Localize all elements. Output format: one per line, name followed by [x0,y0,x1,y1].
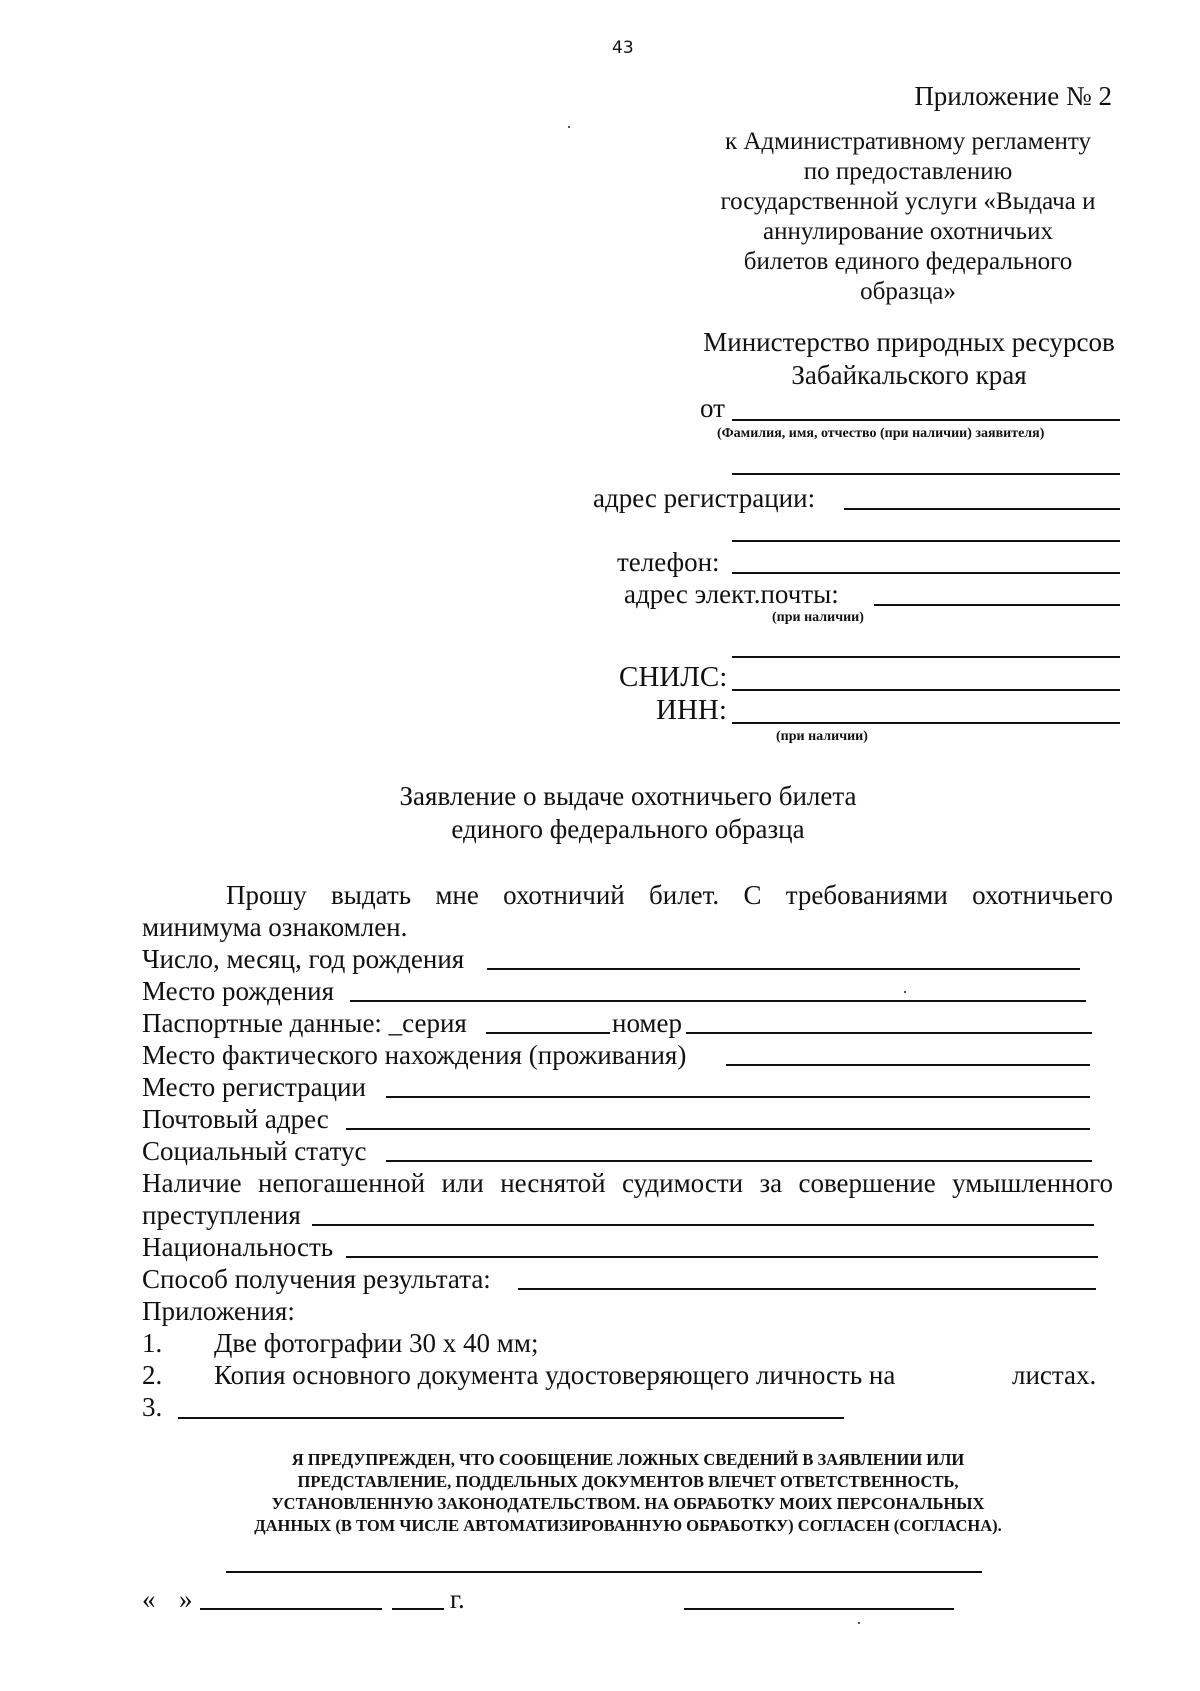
scan-speck [858,1622,860,1624]
attachment-3-field[interactable] [178,1417,844,1419]
signature-field[interactable] [684,1608,954,1610]
social-status-label: Социальный статус [142,1136,367,1166]
registration-address-field-extra[interactable] [732,540,1120,542]
criminal-record-field[interactable] [312,1224,1094,1226]
attachment-number: 2. [142,1360,163,1390]
signature-name-field[interactable] [226,1571,982,1573]
snils-label: СНИЛС: [619,661,728,693]
request-text-line-1: Прошу выдать мне охотничий билет. С требованиями охотничьего [226,880,1113,910]
inn-label: ИНН: [656,694,727,726]
appendix-title: Приложение № 2 [914,81,1112,111]
criminal-record-line-2: преступления [142,1200,301,1230]
nationality-field[interactable] [346,1256,1098,1258]
attachment-text: Копия основного документа удостоверяющего личность на [214,1360,896,1390]
regulation-reference [700,127,1116,307]
regulation-line: билетов единого федерального [743,248,1073,275]
result-method-label: Способ получения результата: [142,1264,491,1294]
attachment-number: 3. [142,1392,163,1422]
birth-place-label: Место рождения [142,976,335,1006]
warning-line-3: УСТАНОВЛЕННУЮ ЗАКОНОДАТЕЛЬСТВОМ. НА ОБРАБОТКУ МОИХ ПЕРСОНАЛЬНЫХ [271,1494,985,1513]
attachment-sheets-suffix: листах. [1012,1360,1097,1390]
nationality-label: Национальность [142,1232,334,1262]
regulation-line: аннулирование охотничьих [763,218,1053,245]
applicant-name-field-extra[interactable] [732,473,1120,475]
recipient-line-2: Забайкальского края [791,360,1027,390]
statement-title-line-1: Заявление о выдаче охотничьего билета [399,781,857,811]
registration-address-label: адрес регистрации: [593,483,816,513]
blank-line[interactable] [732,656,1120,658]
actual-place-label: Место фактического нахождения (проживания) [142,1040,687,1070]
applicant-name-hint: (Фамилия, имя, отчество (при наличии) заявителя) [717,426,1045,441]
scan-speck [904,991,906,993]
registration-address-field[interactable] [844,508,1120,510]
attachments-label: Приложения: [142,1296,295,1326]
social-status-field[interactable] [386,1160,1092,1162]
registration-place-label: Место регистрации [142,1072,366,1102]
regulation-line: по предоставлению [803,158,1013,185]
email-field[interactable] [874,604,1120,606]
date-close-quote: » [179,1584,193,1614]
date-open-quote: « [142,1584,156,1614]
postal-address-field[interactable] [346,1128,1090,1130]
page-number: 43 [612,38,634,58]
warning-line-1: Я ПРЕДУПРЕЖДЕН, ЧТО СООБЩЕНИЕ ЛОЖНЫХ СВЕДЕНИЙ В ЗАЯВЛЕНИИ ИЛИ [291,1450,965,1469]
recipient-line-1: Министерство природных ресурсов [703,327,1115,357]
applicant-name-field[interactable] [732,419,1120,421]
passport-series-field[interactable] [486,1032,610,1034]
from-label: от [700,393,725,423]
regulation-line: государственной услуги «Выдача и [720,188,1096,215]
phone-field[interactable] [732,572,1120,574]
result-method-field[interactable] [518,1288,1096,1290]
regulation-line: к Административному регламенту [724,128,1092,155]
regulation-line: образца» [860,278,956,305]
email-label: адрес элект.почты: [624,579,839,609]
year-suffix: г. [450,1584,465,1614]
phone-label: телефон: [617,547,720,577]
birth-date-label: Число, месяц, год рождения [142,944,465,974]
inn-field[interactable] [732,722,1120,724]
statement-title-line-2: единого федерального образца [451,814,805,844]
passport-label: Паспортные данные: _серия [142,1008,467,1038]
request-text-line-2: минимума ознакомлен. [142,912,408,942]
attachment-number: 1. [142,1328,163,1358]
scan-speck [568,126,570,128]
passport-number-field[interactable] [686,1032,1092,1034]
email-hint: (при наличии) [772,610,864,625]
passport-number-label: номер [612,1008,683,1038]
birth-place-field[interactable] [350,1000,1086,1002]
birth-date-field[interactable] [487,968,1080,970]
warning-line-2: ПРЕДСТАВЛЕНИЕ, ПОДДЕЛЬНЫХ ДОКУМЕНТОВ ВЛЕЧЕТ ОТВЕТСТВЕННОСТЬ, [297,1472,959,1491]
date-year-field[interactable] [392,1608,444,1610]
postal-address-label: Почтовый адрес [142,1104,329,1134]
warning-line-4: ДАННЫХ (В ТОМ ЧИСЛЕ АВТОМАТИЗИРОВАННУЮ ОБРАБОТКУ) СОГЛАСЕН (СОГЛАСНА). [254,1516,1002,1535]
snils-field[interactable] [732,689,1120,691]
date-day-month-field[interactable] [200,1608,382,1610]
inn-hint: (при наличии) [776,729,868,744]
registration-place-field[interactable] [386,1096,1090,1098]
attachment-text: Две фотографии 30 х 40 мм; [214,1328,539,1358]
actual-place-field[interactable] [726,1064,1090,1066]
criminal-record-line-1: Наличие непогашенной или неснятой судимости за совершение умышленного [142,1168,1113,1198]
